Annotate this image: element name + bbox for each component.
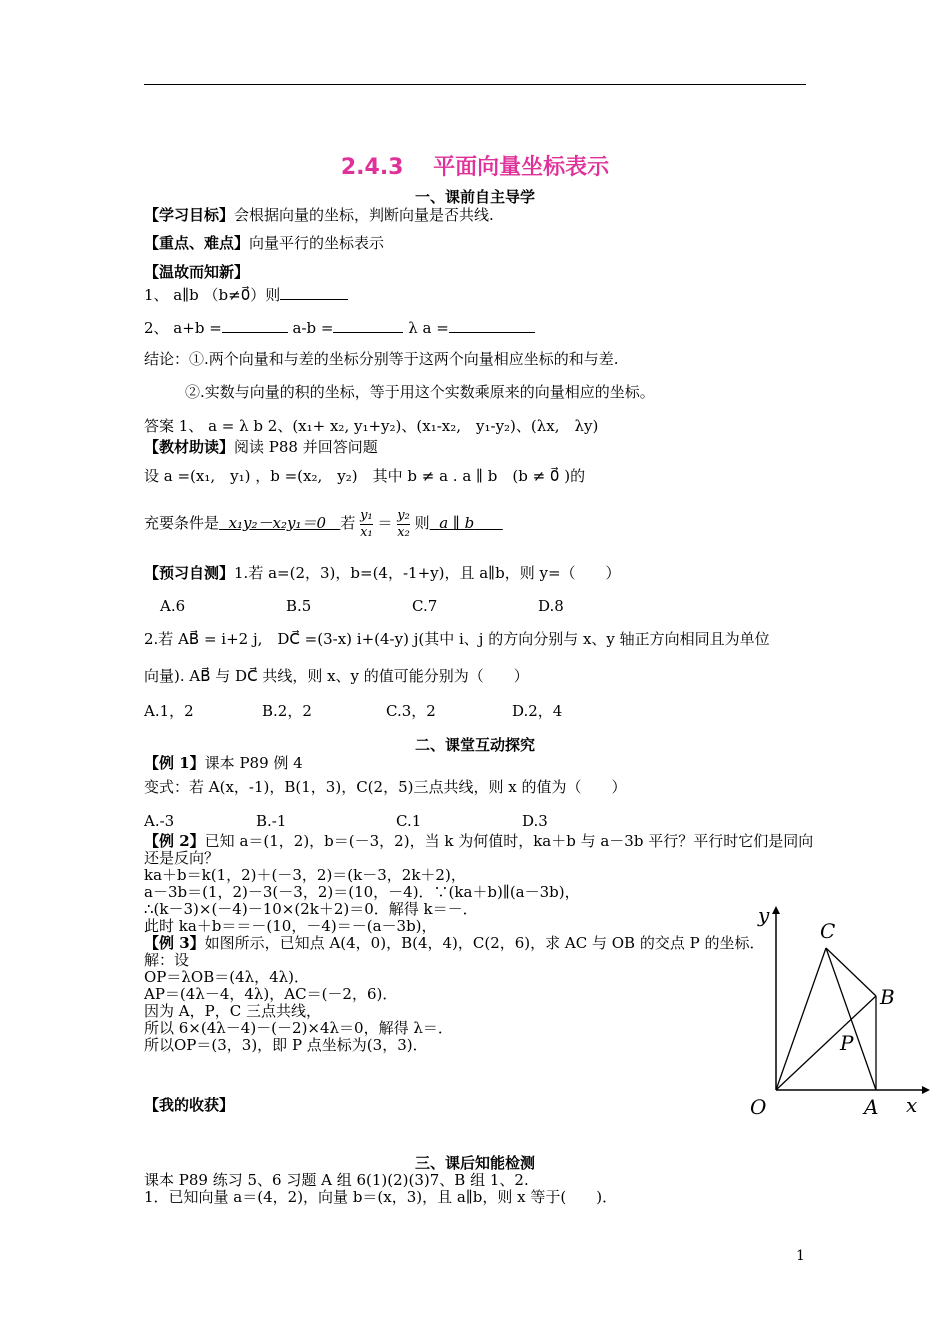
label-P: P xyxy=(840,1031,854,1055)
example-3-line2: 解：设 xyxy=(144,951,190,969)
textbook-reading xyxy=(144,438,378,456)
option-b[interactable]: B.-1 xyxy=(256,812,287,830)
segment-OC xyxy=(776,948,826,1090)
answer-blank[interactable] xyxy=(449,318,535,333)
preview-tag: 【预习自测】 xyxy=(144,564,235,582)
variant-question: 变式：若 A(x，-1)，B(1，3)，C(2，5)三点共线，则 x 的值为（ ） xyxy=(144,778,627,796)
example-2-line3: ka＋b＝k(1，2)＋(－3，2)＝(k－3，2k＋2)， xyxy=(144,866,466,884)
label-C: C xyxy=(820,919,836,943)
y-axis-arrow-icon xyxy=(772,906,780,914)
key-points-text: 向量平行的坐标表示 xyxy=(249,234,385,252)
review-tag: 【温故而知新】 xyxy=(144,263,250,281)
learning-goal xyxy=(144,206,494,224)
example-2-line1 xyxy=(144,832,813,850)
answer-line: 答案 1、 a = λ b 2、(x₁+ x₂, y₁+y₂)、(x₁-x₂, y₁-y₂)、(λx, λy) xyxy=(144,417,599,435)
option-b[interactable]: B.2，2 xyxy=(262,702,312,720)
preview-q2-line1: 2.若 AB⃗ = i+2 j, DC⃗ =(3-x) i+(4-y) j(其中 i、j 的方向分别与 x、y 轴正方向相同且为单位 xyxy=(144,630,770,648)
segment-BC xyxy=(826,948,876,996)
example-3-line3: OP＝λOB＝(4λ，4λ)． xyxy=(144,968,310,986)
option-a[interactable]: A.1，2 xyxy=(144,702,194,720)
review-q2-diff: a-b = xyxy=(287,319,334,337)
learning-goal-text: 会根据向量的坐标，判断向量是否共线. xyxy=(234,206,494,224)
option-a[interactable]: A.-3 xyxy=(144,812,175,830)
answer-blank[interactable] xyxy=(280,285,348,300)
fraction-denominator: x₂ xyxy=(397,524,410,540)
header-rule xyxy=(144,84,806,85)
fraction-numerator: y₂ xyxy=(397,507,410,523)
review-q2-scalar: λ a = xyxy=(403,319,449,337)
option-c[interactable]: C.1 xyxy=(396,812,422,830)
section-2-heading: 二、课堂互动探究 xyxy=(414,736,535,754)
conclusion-1: 结论：①.两个向量和与差的坐标分别等于这两个向量相应坐标的和与差. xyxy=(144,350,619,368)
section-1-heading: 一、课前自主导学 xyxy=(414,188,535,206)
my-gains-tag: 【我的收获】 xyxy=(144,1096,235,1114)
textbook-reading-tag: 【教材助读】 xyxy=(144,438,235,456)
key-points xyxy=(144,234,384,252)
preview-q1-text: 1.若 a=(2，3)，b=(4，-1+y)，且 a∥b，则 y=（ ） xyxy=(234,564,621,582)
example-3-tag: 【例 3】 xyxy=(144,934,205,952)
condition-result xyxy=(430,514,503,532)
condition-then: 则 xyxy=(414,514,430,532)
geometry-figure xyxy=(744,900,934,1130)
segment-OB xyxy=(776,996,876,1090)
x-axis-arrow-icon xyxy=(922,1086,930,1094)
answer-blank[interactable] xyxy=(333,318,403,333)
example-3-line6: 所以 6×(4λ－4)－(－2)×4λ＝0，解得 λ＝． xyxy=(144,1019,453,1037)
homework-line: 课本 P89 练习 5、6 习题 A 组 6(1)(2)(3)7、B 组 1、2. xyxy=(144,1171,529,1189)
homework-q1: 1．已知向量 a＝(4，2)，向量 b＝(x，3)，且 a∥b，则 x 等于( )． xyxy=(144,1188,618,1206)
label-y: y xyxy=(758,903,770,927)
review-q2 xyxy=(144,318,535,337)
textbook-reading-text: 阅读 P88 并回答问题 xyxy=(234,438,378,456)
condition-answer-text: x₁y₂－x₂y₁＝0 xyxy=(228,514,327,532)
option-a[interactable]: A.6 xyxy=(160,597,186,615)
example-2-line6: 此时 ka＋b＝＝－(10，－4)＝－(a－3b)， xyxy=(144,917,437,935)
example-3-line4: AP＝(4λ－4，4λ)，AC＝(－2，6)． xyxy=(144,985,398,1003)
section-3-heading: 三、课后知能检测 xyxy=(414,1154,535,1172)
fraction-y1-x1 xyxy=(360,508,373,541)
label-A: A xyxy=(864,1095,879,1119)
option-c[interactable]: C.3，2 xyxy=(386,702,436,720)
example-3-line1 xyxy=(144,934,764,952)
example-2-line4: a－3b＝(1，2)－3(－3，2)＝(10，－4)．∵(ka＋b)∥(a－3b)， xyxy=(144,883,580,901)
key-points-tag: 【重点、难点】 xyxy=(144,234,250,252)
vector-setup: 设 a =(x₁, y₁) ，b =(x₂, y₂) 其中 b ≠ a . a ∥ b (b ≠ 0⃗ )的 xyxy=(144,467,586,485)
review-q2-sum: 2、 a+b = xyxy=(144,319,222,337)
condition-answer xyxy=(219,514,340,532)
condition-line xyxy=(144,506,503,541)
example-1-text: 课本 P89 例 4 xyxy=(204,754,303,772)
label-B: B xyxy=(880,985,895,1009)
condition-result-text: a ∥ b xyxy=(439,514,475,532)
label-x: x xyxy=(906,1093,918,1117)
example-3-line7: 所以OP＝(3，3)，即 P 点坐标为(3，3)． xyxy=(144,1036,428,1054)
learning-goal-tag: 【学习目标】 xyxy=(144,206,235,224)
example-2-line5: ∴(k－3)×(－4)－10×(2k＋2)＝0．解得 k＝－． xyxy=(144,900,478,918)
option-d[interactable]: D.3 xyxy=(522,812,548,830)
condition-prefix: 充要条件是 xyxy=(144,514,220,532)
example-2-line2: 还是反向？ xyxy=(144,849,220,867)
equals-sign: ＝ xyxy=(377,514,393,532)
option-d[interactable]: D.8 xyxy=(538,597,564,615)
preview-q1 xyxy=(144,564,621,582)
example-1-tag: 【例 1】 xyxy=(144,754,205,772)
answer-blank[interactable] xyxy=(222,318,288,333)
review-q1-text: 1、 a∥b （b≠0⃗）则 xyxy=(144,286,281,304)
page-title: 2.4.3 平面向量坐标表示 xyxy=(340,155,610,180)
option-b[interactable]: B.5 xyxy=(286,597,312,615)
example-2-text: 已知 a＝(1，2)，b＝(－3，2)，当 k 为何值时，ka＋b 与 a－3b 平行？平行时它们是同向 xyxy=(204,832,814,850)
option-d[interactable]: D.2，4 xyxy=(512,702,563,720)
conclusion-2: ②.实数与向量的积的坐标，等于用这个实数乘原来的向量相应的坐标。 xyxy=(185,383,655,401)
page-number: 1 xyxy=(796,1248,805,1264)
fraction-denominator: x₁ xyxy=(360,524,373,540)
example-3-text: 如图所示，已知点 A(4，0)，B(4，4)，C(2，6)，求 AC 与 OB 的交点 P 的坐标． xyxy=(204,934,765,952)
label-O: O xyxy=(750,1095,767,1119)
example-3-line5: 因为 A，P，C 三点共线， xyxy=(144,1002,321,1020)
fraction-numerator: y₁ xyxy=(360,507,373,523)
option-c[interactable]: C.7 xyxy=(412,597,438,615)
example-2-tag: 【例 2】 xyxy=(144,832,205,850)
segment-AC xyxy=(826,948,876,1090)
preview-q2-line2: 向量). AB⃗ 与 DC⃗ 共线，则 x、y 的值可能分别为（ ） xyxy=(144,667,529,685)
condition-if: 若 xyxy=(340,514,356,532)
fraction-y2-x2 xyxy=(397,508,410,541)
example-1 xyxy=(144,754,303,772)
review-q1 xyxy=(144,285,348,304)
